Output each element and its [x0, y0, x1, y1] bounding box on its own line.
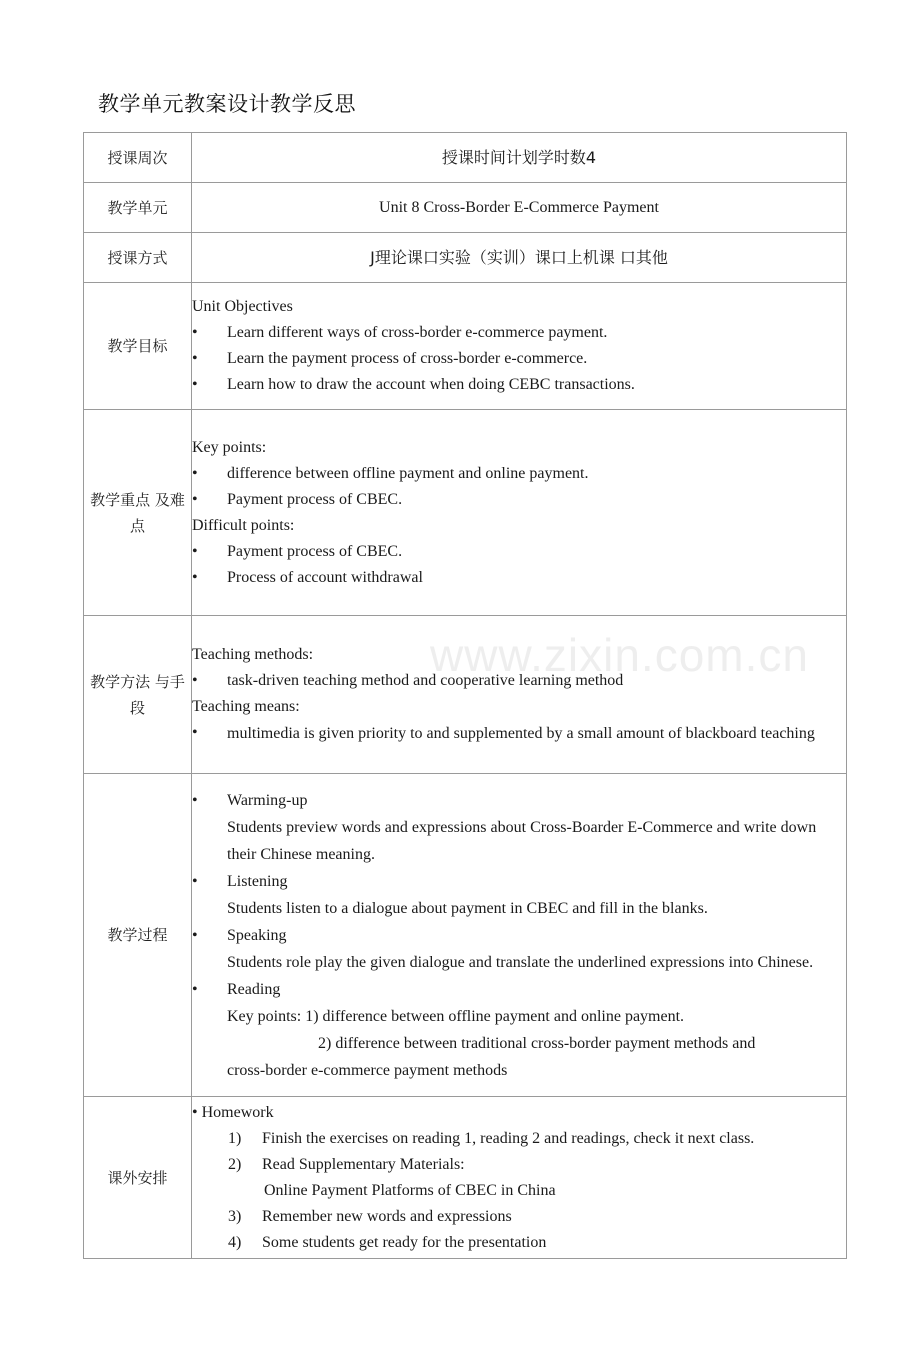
list-item	[192, 1152, 846, 1178]
bullet: •	[192, 980, 198, 998]
list-item	[192, 461, 846, 487]
list-item	[192, 320, 846, 346]
method-text: task-driven teaching method and cooperative learning method	[227, 672, 624, 689]
objective-text: Learn different ways of cross-border e-commerce payment.	[227, 324, 608, 341]
item-number: 2)	[228, 1155, 242, 1173]
bullet: •	[192, 791, 198, 809]
methods-label: 教学方法 与手段	[90, 672, 185, 717]
bullet: •	[192, 350, 198, 367]
row-label: 教学单元	[84, 183, 192, 233]
bullet: •	[192, 542, 198, 560]
reading-point-2: 2) difference between traditional cross-border payment methods and	[318, 1034, 756, 1052]
table-row	[84, 233, 847, 283]
list-item	[192, 1126, 846, 1152]
list-item	[192, 1230, 846, 1256]
row-label: 授课周次	[84, 133, 192, 183]
row-label	[84, 410, 192, 616]
bullet: •	[192, 376, 198, 393]
table-row	[84, 133, 847, 183]
watermark: www.zixin.com.cn	[430, 629, 809, 681]
bullet: •	[192, 324, 198, 341]
reading-point-2-cont: cross-border e-commerce payment methods	[227, 1061, 508, 1079]
row-label: 授课方式	[84, 233, 192, 283]
list-item	[192, 539, 846, 565]
page-title: 教学单元教案设计教学反思	[98, 92, 356, 116]
step-detail: Key points: 1) difference between offline payment and online payment.	[227, 1007, 685, 1025]
process-step	[192, 922, 846, 949]
row-label: 教学过程	[84, 774, 192, 1097]
table-row	[84, 616, 847, 774]
row-label: 课外安排	[84, 1097, 192, 1259]
homework-text: Remember new words and expressions	[262, 1207, 512, 1225]
key-points-heading: Key points:	[192, 438, 267, 456]
bullet: •	[192, 724, 198, 741]
item-number: 4)	[228, 1233, 242, 1251]
teaching-methods-heading: Teaching methods:	[192, 646, 314, 663]
homework-heading: • Homework	[192, 1103, 274, 1121]
key-point-text: difference between offline payment and online payment.	[227, 464, 589, 482]
key-point-text: Payment process of CBEC.	[227, 490, 403, 508]
homework-text: Read Supplementary Materials:	[262, 1155, 465, 1173]
table-row	[84, 1097, 847, 1259]
difficult-points-heading: Difficult points:	[192, 516, 295, 534]
week-value: 授课时间计划学时数4	[192, 133, 847, 183]
step-detail: Students role play the given dialogue and translate the underlined expressions into Chinese.	[227, 953, 814, 971]
unit-value: Unit 8 Cross-Border E-Commerce Payment	[192, 183, 847, 233]
process-cell	[192, 774, 847, 1097]
process-step	[192, 976, 846, 1003]
step-name: Warming-up	[227, 791, 308, 809]
step-detail: Students listen to a dialogue about payment in CBEC and fill in the blanks.	[227, 899, 708, 917]
table-row	[84, 183, 847, 233]
teaching-means-heading: Teaching means:	[192, 698, 300, 715]
bullet: •	[192, 464, 198, 482]
mode-value: J理论课口实验（实训）课口上机课 口其他	[192, 233, 847, 283]
table-row	[84, 774, 847, 1097]
list-item	[192, 372, 846, 398]
homework-cell	[192, 1097, 847, 1259]
step-name: Speaking	[227, 926, 287, 944]
difficult-point-text: Process of account withdrawal	[227, 568, 423, 586]
bullet: •	[192, 672, 198, 689]
difficult-point-text: Payment process of CBEC.	[227, 542, 403, 560]
list-item	[192, 346, 846, 372]
bullet: •	[192, 568, 198, 586]
keypoints-cell	[192, 410, 847, 616]
objectives-cell	[192, 283, 847, 410]
step-name: Listening	[227, 872, 288, 890]
process-step	[192, 787, 846, 814]
table-row	[84, 410, 847, 616]
objective-text: Learn how to draw the account when doing CEBC transactions.	[227, 376, 635, 393]
process-step	[192, 868, 846, 895]
row-label: 教学目标	[84, 283, 192, 410]
supplementary-material: Online Payment Platforms of CBEC in China	[264, 1181, 556, 1199]
table-row	[84, 283, 847, 410]
step-name: Reading	[227, 980, 281, 998]
list-item	[192, 720, 846, 747]
means-text: multimedia is given priority to and supplemented by a small amount of blackboard teaching	[227, 725, 815, 742]
objective-text: Learn the payment process of cross-border e-commerce.	[227, 350, 588, 367]
step-detail: Students preview words and expressions about Cross-Boarder E-Commerce and write down their Chinese meaning.	[227, 818, 817, 863]
item-number: 1)	[228, 1129, 242, 1147]
list-item	[192, 668, 846, 694]
objectives-heading: Unit Objectives	[192, 298, 293, 315]
list-item	[192, 565, 846, 591]
bullet: •	[192, 490, 198, 508]
methods-cell	[192, 616, 847, 774]
homework-text: Some students get ready for the presentation	[262, 1233, 547, 1251]
bullet: •	[192, 926, 198, 944]
homework-text: Finish the exercises on reading 1, reading 2 and readings, check it next class.	[262, 1129, 755, 1147]
list-item	[192, 1204, 846, 1230]
row-label	[84, 616, 192, 774]
lesson-plan-table	[83, 132, 847, 1259]
item-number: 3)	[228, 1207, 242, 1225]
bullet: •	[192, 872, 198, 890]
keypoints-label: 教学重点 及难点	[90, 490, 185, 535]
list-item	[192, 487, 846, 513]
